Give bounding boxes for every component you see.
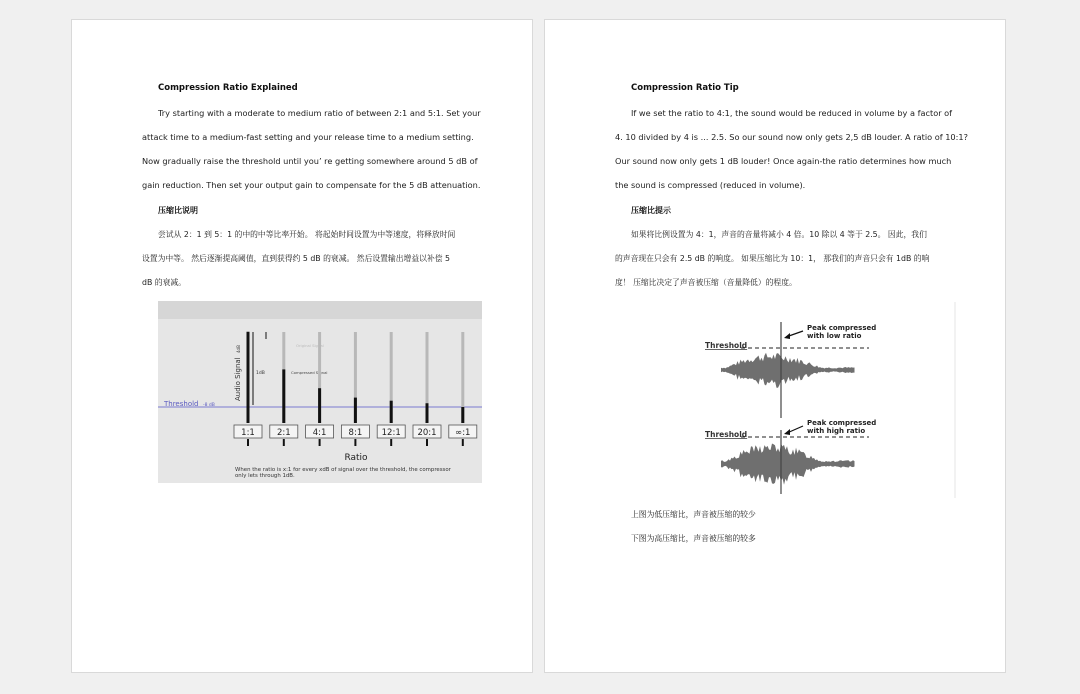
ratio-diagram	[158, 301, 482, 483]
compressed-signal-label: Compressed Signal	[291, 370, 328, 375]
waveform-diagram	[701, 302, 956, 498]
paragraph-line-zh: 度！ 压缩比决定了声音被压缩（音量降低）的程度。	[615, 278, 797, 287]
paragraph-line-zh: 如果将比例设置为 4：1，声音的音量将减小 4 倍。10 除以 4 等于 2.5。 因此，我们	[631, 230, 927, 239]
heading-compression-ratio-tip-zh: 压缩比提示	[631, 206, 671, 215]
peak-compression-figure	[701, 302, 956, 498]
paragraph-line: Try starting with a moderate to medium ratio of between 2:1 and 5:1. Set your	[158, 108, 481, 118]
original-signal-label: Original Signal	[296, 343, 324, 348]
waveform-bottom	[721, 444, 855, 485]
y-axis-unit: 4dB	[236, 345, 241, 353]
peak-label-bottom-line2: with high ratio	[807, 427, 866, 435]
peak-label-top-line1: Peak compressed	[807, 324, 877, 332]
heading-compression-ratio-explained: Compression Ratio Explained	[158, 83, 298, 93]
heading-compression-ratio-tip: Compression Ratio Tip	[631, 83, 739, 93]
y-axis-label: Audio Signal	[234, 357, 242, 401]
ratio-label: 20:1	[417, 428, 437, 438]
peak-label-top-line2: with low ratio	[807, 332, 862, 340]
paragraph-line: the sound is compressed (reduced in volume).	[615, 180, 806, 190]
ratio-label: 4:1	[312, 428, 327, 438]
figure-caption-line: When the ratio is x:1 for every xdB of signal over the threshold, the compressor	[235, 467, 451, 473]
x-axis-label: Ratio	[344, 453, 368, 463]
heading-compression-ratio-zh: 压缩比说明	[158, 206, 198, 215]
paragraph-line-zh: 设置为中等。 然后逐渐提高阈值，直到获得约 5 dB 的衰减。 然后设置输出增益以补偿 5	[142, 254, 450, 263]
ratio-label: 8:1	[348, 428, 363, 438]
ratio-label: 1:1	[241, 428, 255, 438]
arrow-icon	[784, 331, 803, 339]
paragraph-line: attack time to a medium-fast setting and your release time to a medium setting.	[142, 132, 474, 142]
peak-label-bottom-line1: Peak compressed	[807, 419, 877, 427]
paragraph-line: Now gradually raise the threshold until you’ re getting somewhere around 5 dB of	[142, 156, 478, 166]
figure-caption-zh: 下图为高压缩比，声音被压缩的较多	[631, 534, 756, 543]
threshold-unit: -8 dB	[203, 403, 215, 408]
one-db-label: 1dB	[256, 371, 265, 376]
arrow-icon	[784, 426, 803, 435]
paragraph-line: 4. 10 divided by 4 is ... 2.5. So our sound now only gets 2,5 dB louder. A ratio of 10:1?	[615, 132, 968, 142]
compression-ratio-figure	[158, 301, 482, 483]
threshold-label-bottom: Threshold	[705, 430, 748, 439]
paragraph-line-zh: 的声音现在只会有 2.5 dB 的响度。 如果压缩比为 10：1， 那我们的声音只会有 1dB 的响	[615, 254, 930, 263]
figure-caption-line: only lets through 1dB.	[235, 473, 295, 479]
ratio-label: ∞:1	[455, 428, 471, 438]
threshold-label-top: Threshold	[705, 341, 748, 350]
paragraph-line-zh: 尝试从 2：1 到 5：1 的中的中等比率开始。 将起始时间设置为中等速度，将释放时间	[158, 230, 456, 239]
threshold-label: Threshold	[164, 400, 199, 408]
paragraph-line: Our sound now only gets 1 dB louder! Once again-the ratio determines how much	[615, 156, 952, 166]
ratio-label: 2:1	[276, 428, 291, 438]
ratio-labels	[234, 425, 477, 446]
ratio-label: 12:1	[381, 428, 401, 438]
paragraph-line: If we set the ratio to 4:1, the sound would be reduced in volume by a factor of	[631, 108, 953, 118]
document-page-left	[71, 19, 533, 673]
paragraph-line-zh: dB 的衰减。	[142, 278, 186, 287]
paragraph-line: gain reduction. Then set your output gain to compensate for the 5 dB attenuation.	[142, 180, 481, 190]
ratio-bars	[248, 332, 463, 423]
waveform-top	[721, 353, 855, 388]
figure-top-band	[158, 301, 482, 319]
document-page-right	[544, 19, 1006, 673]
range-arrows	[253, 332, 266, 405]
figure-caption-zh: 上图为低压缩比，声音被压缩的较少	[631, 510, 756, 519]
